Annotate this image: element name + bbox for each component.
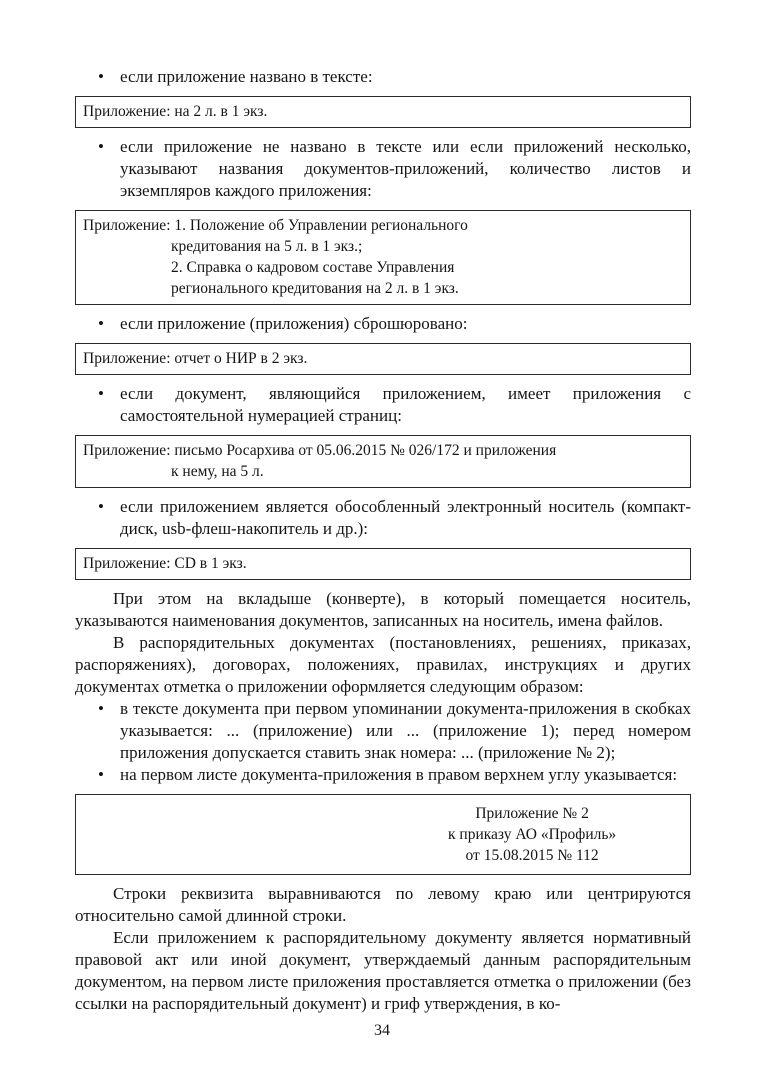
list-item-appendix-not-named [75, 136, 691, 202]
page-content [75, 66, 691, 1015]
example-line: Приложение: отчет о НИР в 2 экз. [83, 350, 308, 367]
bullet-icon: • [98, 497, 104, 516]
example-line: к приказу АО «Профиль» [448, 826, 617, 843]
example-line: от 15.08.2015 № 112 [465, 847, 599, 864]
paragraph-administrative-documents: В распорядительных документах (постановлениях, решениях, приказах, распоряжениях), договорах, положениях, правилах, инструкциях и других документах отметка о приложении оформляется следующим образом: [75, 633, 691, 696]
bullet-icon: • [98, 67, 104, 86]
example-line: к нему, на 5 л. [171, 463, 264, 480]
example-box-5 [75, 548, 691, 580]
example-line: Приложение: на 2 л. в 1 экз. [83, 103, 268, 120]
bullet-icon: • [98, 314, 104, 333]
list-item-text: если документ, являющийся приложением, имеет приложения с самостоятельной нумерацией страниц: [120, 384, 691, 425]
example-box-2 [75, 210, 691, 305]
example-box-6 [75, 794, 691, 875]
page-number: 34 [374, 1022, 390, 1039]
list-item-text: если приложение названо в тексте: [120, 67, 373, 86]
list-item-appendix-bound [75, 313, 691, 335]
list-item-text: если приложение не названо в тексте или если приложений несколько, указывают названия документов-приложений, количество листов и экземпляров каждого приложения: [120, 137, 691, 200]
example-line: Приложение № 2 [475, 805, 589, 822]
bullet-icon: • [98, 765, 104, 784]
list-item-first-sheet-mark [75, 764, 691, 786]
paragraph-media-insert: При этом на вкладыше (конверте), в который помещается носитель, указываются наименования документов, записанных на носитель, имена файлов. [75, 589, 691, 630]
list-item-appendix-own-pagination [75, 383, 691, 427]
list-item-text: на первом листе документа-приложения в правом верхнем углу указывается: [120, 765, 678, 784]
example-box-3 [75, 343, 691, 375]
bullet-icon: • [98, 137, 104, 156]
example-line: Приложение: письмо Росархива от 05.06.2015 № 026/172 и приложения [83, 442, 557, 459]
example-line: Приложение: CD в 1 экз. [83, 555, 247, 572]
example-box-4 [75, 435, 691, 488]
list-item-mention-in-text [75, 698, 691, 764]
example-line: Приложение: 1. Положение об Управлении регионального [83, 217, 468, 234]
bullet-icon: • [98, 384, 104, 403]
paragraph-normative-act: Если приложением к распорядительному документу является нормативный правовой акт или иной документ, утверждаемый данным распорядительным документом, на первом листе приложения проставляется отметка о приложении (без ссылки на распорядительный документ) и гриф утверждения, в ко- [75, 928, 691, 1013]
list-item-appendix-named-in-text [75, 66, 691, 88]
example-line: 2. Справка о кадровом составе Управления [171, 259, 455, 276]
list-item-text: если приложением является обособленный электронный носитель (компакт-диск, usb-флеш-накопитель и др.): [120, 497, 691, 538]
bullet-icon: • [98, 699, 104, 718]
list-item-text: в тексте документа при первом упоминании документа-приложения в скобках указывается: ... (приложение) или ... (приложение 1); перед номером приложения допускается ставить знак номера: ... (приложение № 2); [120, 699, 691, 762]
appendix-mark-block [448, 803, 616, 866]
list-item-appendix-electronic-media [75, 496, 691, 540]
example-box-1 [75, 96, 691, 128]
example-line: кредитования на 5 л. в 1 экз.; [171, 238, 363, 255]
example-line: регионального кредитования на 2 л. в 1 экз. [171, 280, 459, 297]
list-item-text: если приложение (приложения) сброшюровано: [120, 314, 468, 333]
paragraph-line-alignment: Строки реквизита выравниваются по левому краю или центрируются относительно самой длинной строки. [75, 884, 691, 925]
